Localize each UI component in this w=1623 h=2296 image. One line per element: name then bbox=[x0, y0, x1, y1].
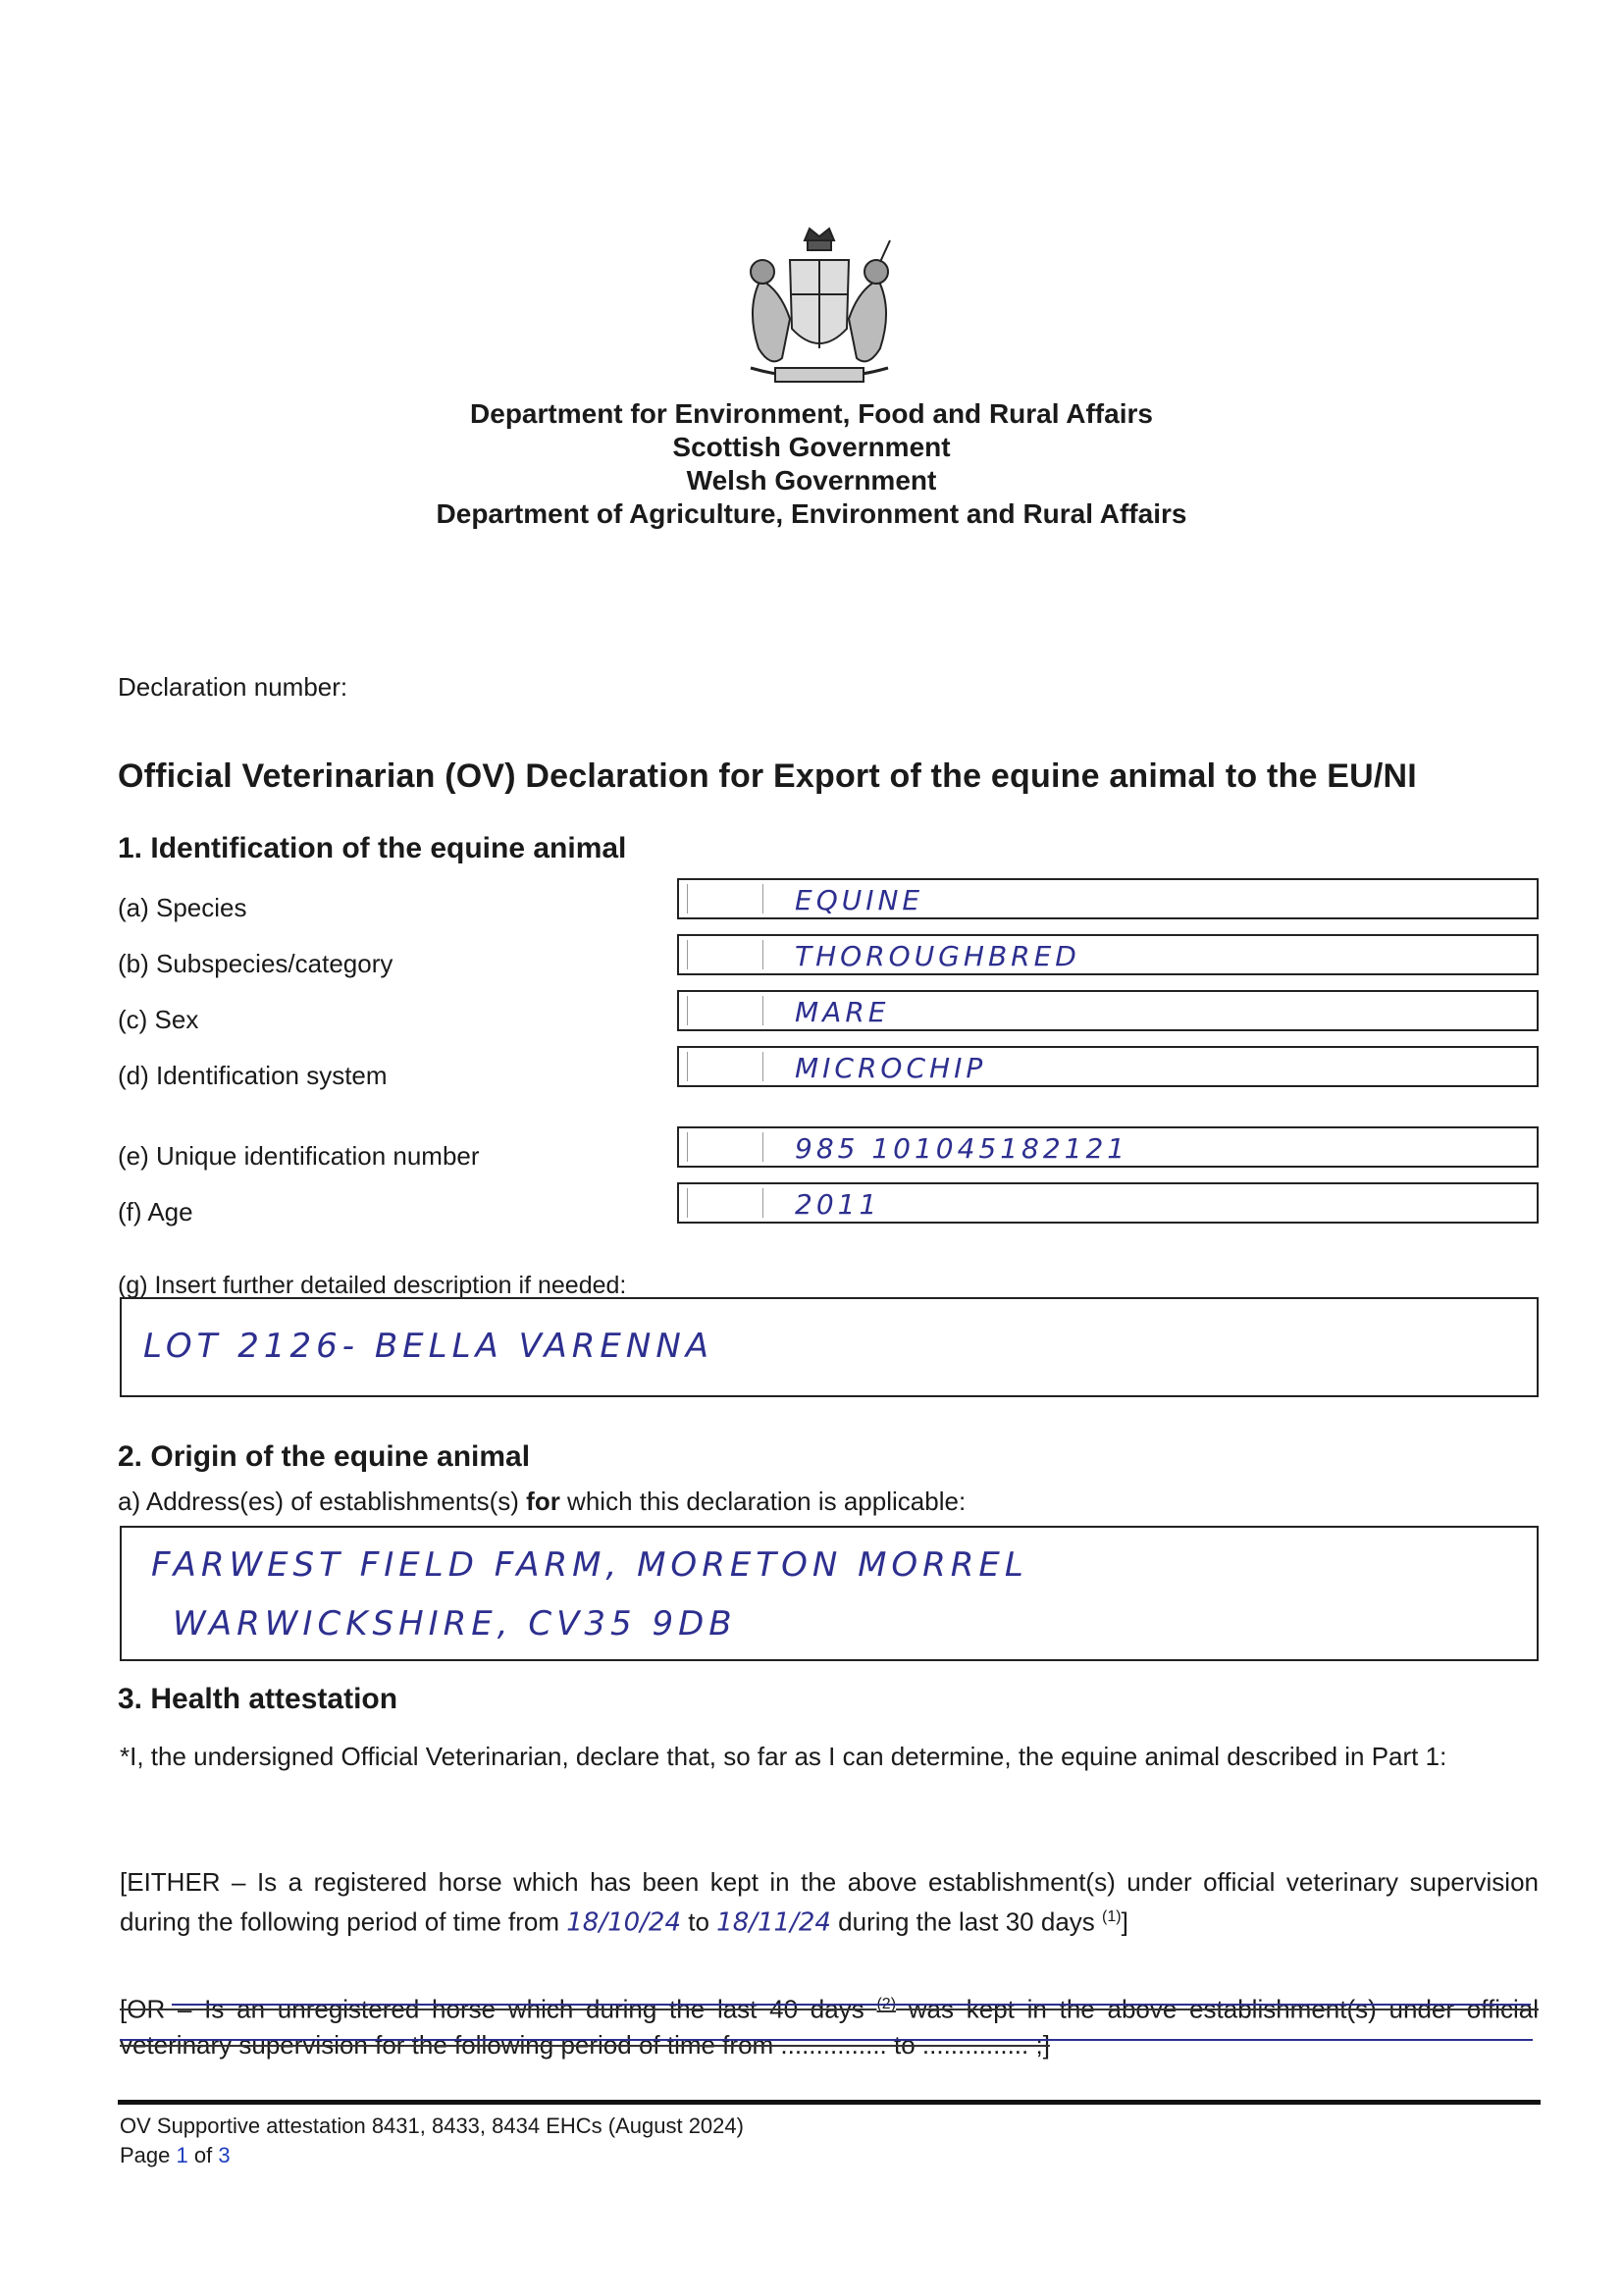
either-to-date: 18/11/24 bbox=[716, 1907, 831, 1938]
identification-system-value: MICROCHIP bbox=[795, 1052, 987, 1084]
footer-divider bbox=[118, 2100, 1541, 2105]
document-title: Official Veterinarian (OV) Declaration for Export of the equine animal to the EU/NI bbox=[118, 757, 1417, 795]
section-3-heading: 3. Health attestation bbox=[118, 1683, 398, 1715]
address-line-2: WARWICKSHIRE, CV35 9DB bbox=[173, 1604, 737, 1644]
section-2-heading: 2. Origin of the equine animal bbox=[118, 1440, 531, 1473]
species-label: (a) Species bbox=[118, 893, 247, 922]
identification-system-field[interactable] bbox=[677, 1046, 1539, 1087]
either-from-date: 18/10/24 bbox=[566, 1907, 682, 1938]
sex-label: (c) Sex bbox=[118, 1005, 199, 1034]
or-clause-struck: [OR – Is an unregistered horse which during the last 40 days $^{(2)}$ was kept in the above establishment(s) under official veterinary supervision for the following period of time from ............... to ............... ;] bbox=[120, 1994, 1539, 2060]
unique-id-label: (e) Unique identification number bbox=[118, 1141, 480, 1171]
authority-line: Department of Agriculture, Environment and Rural Affairs bbox=[436, 498, 1187, 529]
subspecies-label: (b) Subspecies/category bbox=[118, 949, 393, 978]
address-line-1: FARWEST FIELD FARM, MORETON MORREL bbox=[151, 1545, 1028, 1585]
section-1-heading: 1. Identification of the equine animal bbox=[118, 832, 627, 864]
age-field[interactable] bbox=[677, 1182, 1539, 1224]
further-description-label: (g) Insert further detailed description if needed: bbox=[118, 1272, 627, 1299]
sex-field[interactable] bbox=[677, 990, 1539, 1031]
authority-line: Scottish Government bbox=[672, 432, 951, 462]
authority-line: Department for Environment, Food and Rural Affairs bbox=[470, 398, 1153, 429]
subspecies-field[interactable] bbox=[677, 934, 1539, 975]
health-intro: *I, the undersigned Official Veterinarian, declare that, so far as I can determine, the equine animal described in Part 1: bbox=[120, 1742, 1447, 1771]
declaration-number-label: Declaration number: bbox=[118, 672, 348, 702]
further-description-field[interactable] bbox=[120, 1297, 1539, 1397]
royal-coat-of-arms-icon bbox=[721, 221, 917, 397]
sex-value: MARE bbox=[795, 996, 890, 1028]
address-label: a) Address(es) of establishments(s) for which this declaration is applicable: bbox=[118, 1487, 967, 1516]
species-field[interactable] bbox=[677, 878, 1539, 919]
issuing-authorities bbox=[0, 397, 1623, 531]
footer-reference: OV Supportive attestation 8431, 8433, 8434 EHCs (August 2024) bbox=[120, 2113, 744, 2138]
either-clause: [EITHER – Is a registered horse which has been kept in the above establishment(s) under official veterinary supervision during the following period of time from 18/10/24 to 18/11/24 during the last 30 days $^{(1)}$] bbox=[120, 1867, 1539, 1938]
identification-system-label: (d) Identification system bbox=[118, 1061, 388, 1090]
authority-line: Welsh Government bbox=[686, 465, 937, 496]
strike-through-line bbox=[120, 2039, 1533, 2041]
age-value: 2011 bbox=[795, 1188, 881, 1221]
strike-through-line bbox=[172, 2004, 1531, 2006]
unique-id-field[interactable] bbox=[677, 1126, 1539, 1168]
page-number: Page 1 of 3 bbox=[120, 2143, 231, 2167]
address-field[interactable] bbox=[120, 1526, 1539, 1661]
species-value: EQUINE bbox=[795, 884, 924, 916]
unique-id-value: 985 101045182121 bbox=[795, 1132, 1129, 1165]
footer bbox=[120, 2112, 744, 2170]
further-description-value: LOT 2126- BELLA VARENNA bbox=[143, 1327, 714, 1366]
subspecies-value: THOROUGHBRED bbox=[795, 940, 1080, 972]
age-label: (f) Age bbox=[118, 1197, 193, 1226]
